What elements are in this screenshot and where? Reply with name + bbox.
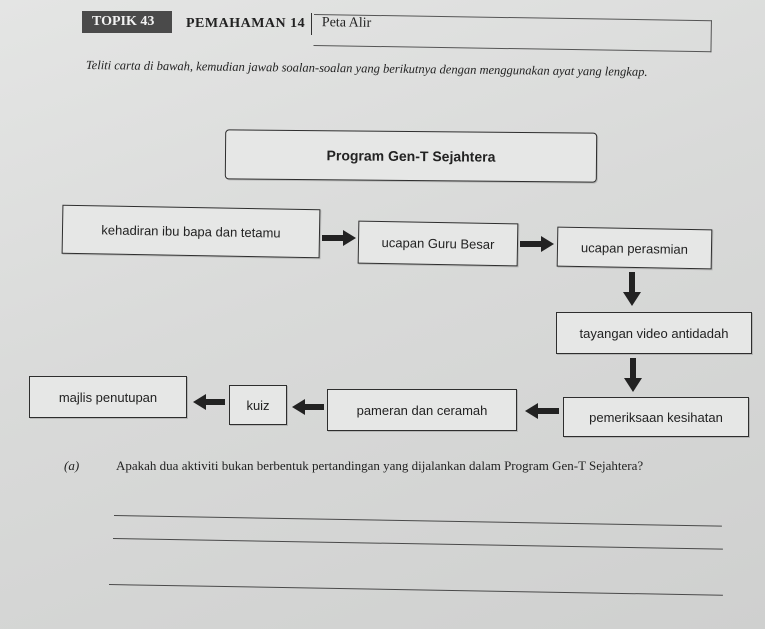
flow-step-kehadiran: kehadiran ibu bapa dan tetamu xyxy=(62,205,321,258)
subtitle-label: Peta Alir xyxy=(313,14,711,52)
arrow-left-icon xyxy=(292,399,324,415)
arrow-down-icon xyxy=(624,358,642,392)
question-text: Apakah dua aktiviti bukan berbentuk pertandingan yang dijalankan dalam Program Gen-T Sejahtera? xyxy=(116,458,644,473)
flow-step-kuiz: kuiz xyxy=(229,385,287,425)
arrow-right-icon xyxy=(322,230,356,246)
topic-label: TOPIK 43 xyxy=(82,11,172,33)
section-label: PEMAHAMAN 14 xyxy=(176,13,312,35)
answer-line[interactable] xyxy=(114,515,722,527)
arrow-left-icon xyxy=(193,394,225,410)
flow-step-ucapan-guru-besar: ucapan Guru Besar xyxy=(358,221,519,267)
flowchart-title: Program Gen-T Sejahtera xyxy=(225,129,597,182)
flow-step-pameran-ceramah: pameran dan ceramah xyxy=(327,389,517,431)
arrow-down-icon xyxy=(623,272,641,306)
instruction-text: Teliti carta di bawah, kemudian jawab soalan-soalan yang berikutnya dengan menggunakan ayat yang lengkap. xyxy=(85,58,648,79)
arrow-right-icon xyxy=(520,236,554,252)
answer-line[interactable] xyxy=(113,538,723,550)
flow-step-tayangan-video: tayangan video antidadah xyxy=(556,312,752,354)
answer-line[interactable] xyxy=(109,584,723,596)
arrow-left-icon xyxy=(525,403,559,419)
flow-step-majlis-penutupan: majlis penutupan xyxy=(29,376,187,418)
flow-step-ucapan-perasmian: ucapan perasmian xyxy=(557,227,713,270)
question-label: (a) xyxy=(64,458,80,473)
flow-step-pemeriksaan-kesihatan: pemeriksaan kesihatan xyxy=(563,397,749,437)
